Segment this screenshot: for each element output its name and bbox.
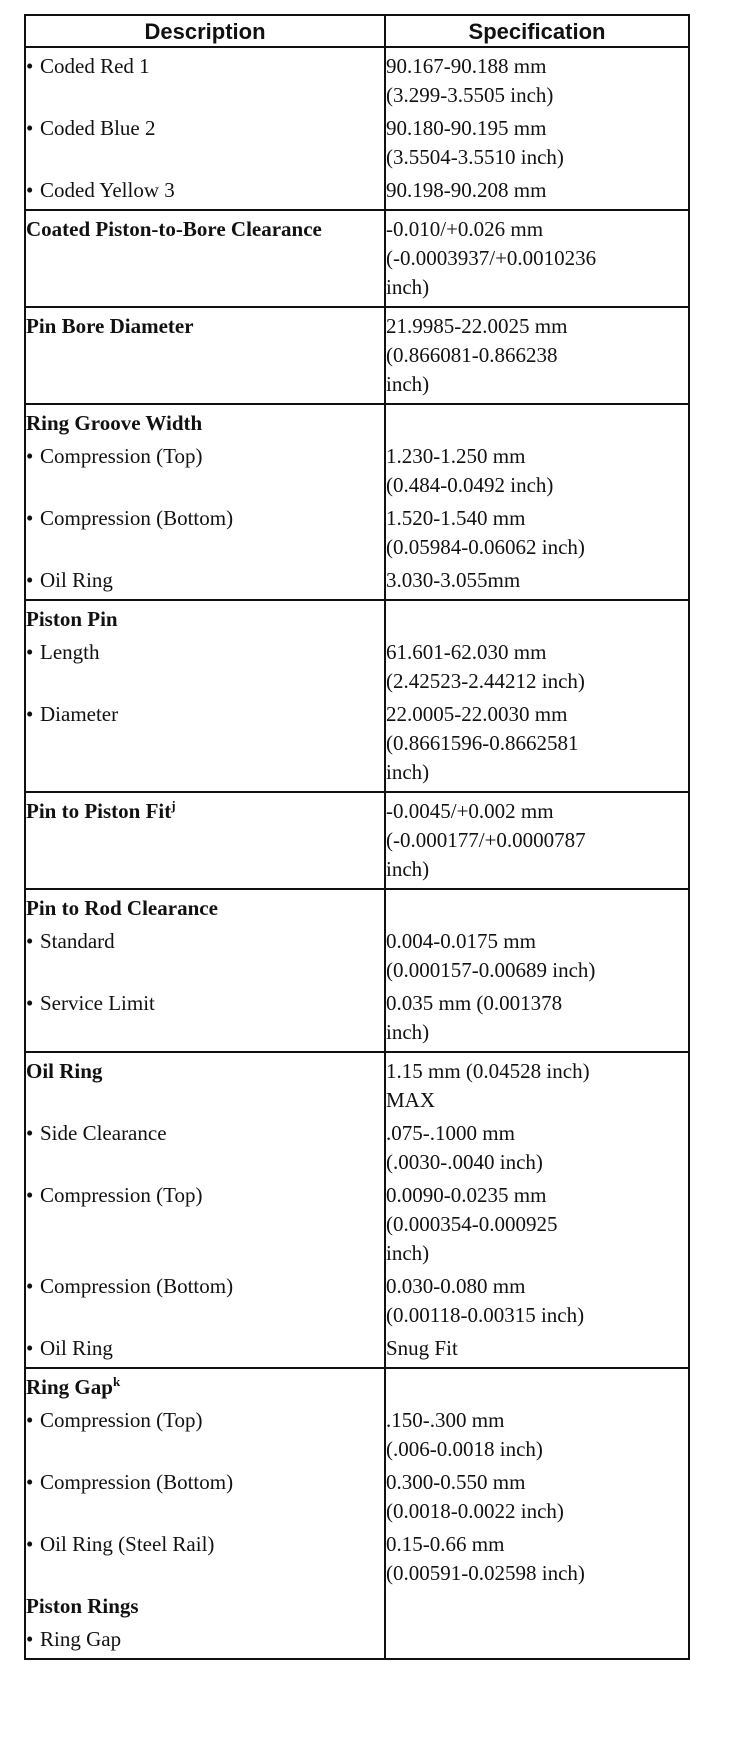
table-row <box>25 1268 689 1330</box>
specification-line: 0.030-0.080 mm <box>386 1274 526 1298</box>
table-row <box>25 562 689 600</box>
specification-cell <box>385 110 689 172</box>
footnote-marker: k <box>112 1374 121 1389</box>
description-text: Oil Ring <box>40 1336 113 1360</box>
table-row <box>25 1588 689 1621</box>
specification-cell <box>385 1464 689 1526</box>
description-text: Coated Piston-to-Bore Clearance <box>26 217 322 241</box>
specification-cell <box>385 1052 689 1115</box>
bullet-icon: • <box>26 1470 34 1494</box>
bullet-icon: • <box>26 702 34 726</box>
specification-cell <box>385 634 689 696</box>
specification-line: (2.42523-2.44212 inch) <box>386 669 585 693</box>
description-text: Ring Gap <box>40 1627 122 1651</box>
description-text: Coded Blue 2 <box>40 116 156 140</box>
description-cell <box>25 404 385 438</box>
bullet-icon: • <box>26 1274 34 1298</box>
specification-line: (3.5504-3.5510 inch) <box>386 145 564 169</box>
description-cell <box>25 307 385 404</box>
table-row <box>25 1464 689 1526</box>
description-text: Diameter <box>40 702 119 726</box>
description-text: Standard <box>40 929 115 953</box>
footnote-marker: j <box>171 798 176 813</box>
description-text: Oil Ring <box>40 568 113 592</box>
description-text: Pin to Rod Clearance <box>26 896 218 920</box>
specification-cell <box>385 1526 689 1588</box>
bullet-icon: • <box>26 1183 34 1207</box>
table-body <box>25 47 689 1659</box>
specification-cell <box>385 1402 689 1464</box>
specification-line: 90.167-90.188 mm <box>386 54 547 78</box>
specification-line: 0.300-0.550 mm <box>386 1470 526 1494</box>
description-text: Oil Ring <box>26 1059 103 1083</box>
description-text: Compression (Bottom) <box>40 1274 234 1298</box>
specification-cell <box>385 600 689 634</box>
description-cell <box>25 600 385 634</box>
specification-line: (3.299-3.5505 inch) <box>386 83 554 107</box>
spec-table <box>24 14 690 1660</box>
specification-cell <box>385 307 689 404</box>
specification-line: (.006-0.0018 inch) <box>386 1437 543 1461</box>
specification-line: 1.230-1.250 mm <box>386 444 526 468</box>
specification-cell <box>385 562 689 600</box>
table-row <box>25 110 689 172</box>
specification-line: (.0030-.0040 inch) <box>386 1150 543 1174</box>
specification-cell <box>385 1268 689 1330</box>
description-text: Oil Ring (Steel Rail) <box>40 1532 215 1556</box>
bullet-icon: • <box>26 1408 34 1432</box>
description-cell <box>25 500 385 562</box>
description-cell <box>25 792 385 889</box>
specification-line: (0.00118-0.00315 inch) <box>386 1303 585 1327</box>
description-cell <box>25 1268 385 1330</box>
specification-header: Specification <box>385 15 689 47</box>
bullet-icon: • <box>26 116 34 140</box>
description-text: Pin to Piston Fit <box>26 799 172 823</box>
description-cell <box>25 889 385 923</box>
specification-line: -0.010/+0.026 mm <box>386 217 544 241</box>
specification-line: (0.8661596-0.8662581 <box>386 731 579 755</box>
specification-cell <box>385 1330 689 1368</box>
specification-line: 0.004-0.0175 mm <box>386 929 536 953</box>
specification-line: MAX <box>386 1088 436 1112</box>
table-row <box>25 889 689 923</box>
specification-cell <box>385 500 689 562</box>
bullet-icon: • <box>26 929 34 953</box>
description-text: Service Limit <box>40 991 155 1015</box>
description-text: Coded Yellow 3 <box>40 178 175 202</box>
description-cell <box>25 1177 385 1268</box>
table-row <box>25 1526 689 1588</box>
specification-line: 3.030-3.055mm <box>386 568 521 592</box>
description-cell <box>25 1621 385 1659</box>
description-cell <box>25 1330 385 1368</box>
table-row <box>25 1330 689 1368</box>
specification-cell <box>385 985 689 1052</box>
specification-cell <box>385 792 689 889</box>
table-row <box>25 307 689 404</box>
description-cell <box>25 634 385 696</box>
bullet-icon: • <box>26 568 34 592</box>
specification-cell <box>385 47 689 110</box>
table-row <box>25 210 689 307</box>
description-cell <box>25 1368 385 1402</box>
table-row <box>25 923 689 985</box>
specification-line: 61.601-62.030 mm <box>386 640 547 664</box>
description-cell <box>25 210 385 307</box>
table-row <box>25 600 689 634</box>
table-row <box>25 1402 689 1464</box>
description-cell <box>25 1526 385 1588</box>
specification-line: inch) <box>386 857 430 881</box>
table-row <box>25 634 689 696</box>
description-cell <box>25 47 385 110</box>
specification-cell <box>385 438 689 500</box>
specification-line: (0.866081-0.866238 <box>386 343 558 367</box>
specification-line: 22.0005-22.0030 mm <box>386 702 568 726</box>
specification-line: inch) <box>386 1241 430 1265</box>
specification-line: (0.484-0.0492 inch) <box>386 473 554 497</box>
description-cell <box>25 1588 385 1621</box>
description-cell <box>25 1052 385 1115</box>
table-row <box>25 985 689 1052</box>
table-row <box>25 500 689 562</box>
specification-cell <box>385 1177 689 1268</box>
description-cell <box>25 438 385 500</box>
specification-line: 1.15 mm (0.04528 inch) <box>386 1059 590 1083</box>
bullet-icon: • <box>26 640 34 664</box>
table-row <box>25 172 689 210</box>
specification-line: (0.0018-0.0022 inch) <box>386 1499 564 1523</box>
specification-line: (0.000354-0.000925 <box>386 1212 558 1236</box>
specification-line: (0.05984-0.06062 inch) <box>386 535 585 559</box>
description-text: Coded Red 1 <box>40 54 150 78</box>
description-cell <box>25 172 385 210</box>
description-header: Description <box>25 15 385 47</box>
specification-cell <box>385 923 689 985</box>
table-row <box>25 1177 689 1268</box>
description-text: Piston Rings <box>26 1594 139 1618</box>
specification-line: inch) <box>386 275 430 299</box>
specification-line: 1.520-1.540 mm <box>386 506 526 530</box>
description-text: Compression (Top) <box>40 1183 203 1207</box>
description-text: Compression (Top) <box>40 1408 203 1432</box>
specification-cell <box>385 404 689 438</box>
table-row <box>25 1052 689 1115</box>
description-text: Compression (Top) <box>40 444 203 468</box>
specification-cell <box>385 172 689 210</box>
table-row <box>25 1368 689 1402</box>
table-row <box>25 696 689 792</box>
specification-line: (0.000157-0.00689 inch) <box>386 958 596 982</box>
bullet-icon: • <box>26 1336 34 1360</box>
description-text: Ring Groove Width <box>26 411 203 435</box>
specification-line: 0.035 mm (0.001378 <box>386 991 563 1015</box>
specification-line: -0.0045/+0.002 mm <box>386 799 554 823</box>
bullet-icon: • <box>26 54 34 78</box>
bullet-icon: • <box>26 1532 34 1556</box>
specification-line: 90.198-90.208 mm <box>386 178 547 202</box>
bullet-icon: • <box>26 178 34 202</box>
specification-line: (0.00591-0.02598 inch) <box>386 1561 585 1585</box>
header-row <box>25 15 689 47</box>
specification-cell <box>385 1588 689 1621</box>
description-cell <box>25 110 385 172</box>
bullet-icon: • <box>26 991 34 1015</box>
specification-line: inch) <box>386 1020 430 1044</box>
specification-cell <box>385 1115 689 1177</box>
table-row <box>25 438 689 500</box>
specification-line: (-0.000177/+0.0000787 <box>386 828 586 852</box>
specification-cell <box>385 1621 689 1659</box>
description-text: Side Clearance <box>40 1121 167 1145</box>
table-row <box>25 1115 689 1177</box>
specification-cell <box>385 696 689 792</box>
specification-line: inch) <box>386 372 430 396</box>
bullet-icon: • <box>26 1121 34 1145</box>
specification-cell <box>385 210 689 307</box>
specification-line: 21.9985-22.0025 mm <box>386 314 568 338</box>
specification-line: Snug Fit <box>386 1336 458 1360</box>
specification-line: (-0.0003937/+0.0010236 <box>386 246 597 270</box>
description-cell <box>25 985 385 1052</box>
bullet-icon: • <box>26 506 34 530</box>
specification-line: 0.15-0.66 mm <box>386 1532 505 1556</box>
table-row <box>25 1621 689 1659</box>
description-text: Compression (Bottom) <box>40 1470 234 1494</box>
description-cell <box>25 923 385 985</box>
bullet-icon: • <box>26 444 34 468</box>
specification-line: 90.180-90.195 mm <box>386 116 547 140</box>
description-text: Pin Bore Diameter <box>26 314 194 338</box>
table-row <box>25 792 689 889</box>
specification-line: .150-.300 mm <box>386 1408 505 1432</box>
description-cell <box>25 696 385 792</box>
specification-line: inch) <box>386 760 430 784</box>
description-cell <box>25 562 385 600</box>
specification-line: 0.0090-0.0235 mm <box>386 1183 547 1207</box>
description-cell <box>25 1115 385 1177</box>
description-text: Length <box>40 640 100 664</box>
description-text: Compression (Bottom) <box>40 506 234 530</box>
description-cell <box>25 1464 385 1526</box>
specification-cell <box>385 889 689 923</box>
description-text: Ring Gap <box>26 1375 113 1399</box>
description-cell <box>25 1402 385 1464</box>
specification-cell <box>385 1368 689 1402</box>
specification-line: .075-.1000 mm <box>386 1121 515 1145</box>
table-row <box>25 404 689 438</box>
table-row <box>25 47 689 110</box>
bullet-icon: • <box>26 1627 34 1651</box>
description-text: Piston Pin <box>26 607 118 631</box>
